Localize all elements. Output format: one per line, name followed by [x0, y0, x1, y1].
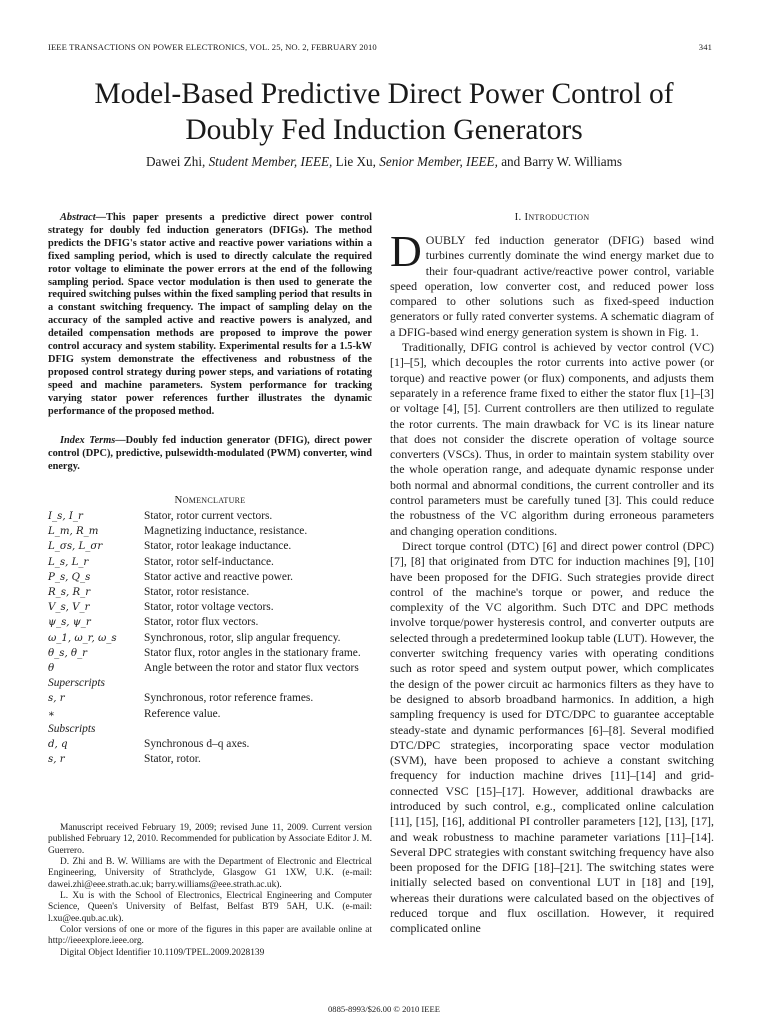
- introduction-body: [390, 227, 714, 937]
- nomenclature-desc: Stator active and reactive power.: [144, 570, 293, 583]
- nomenclature-desc: Synchronous d–q axes.: [144, 738, 250, 751]
- nomenclature-desc: Magnetizing inductance, resistance.: [144, 525, 308, 538]
- nomenclature-row: [48, 509, 372, 524]
- author-2-role: Senior Member, IEEE,: [379, 154, 498, 169]
- paragraph-text: OUBLY fed induction generator (DFIG) based wind turbines currently dominate the wind energy market due to their four-quadrant active/reactive power control, variable speed operation, low converter cost, and reduced power loss compared to other solutions such as fixed-speed induction generators or fully rated converter systems. A schematic diagram of a DFIG-based wind energy generation system is shown in Fig. 1.: [390, 233, 714, 339]
- nomenclature-desc: Angle between the rotor and stator flux vectors: [144, 662, 359, 675]
- title-line-2: Doubly Fed Induction Generators: [185, 114, 583, 146]
- nomenclature-desc: Synchronous, rotor reference frames.: [144, 692, 314, 705]
- nomenclature-row: [48, 539, 372, 554]
- author-1-role: Student Member, IEEE,: [208, 154, 333, 169]
- paper-title: [40, 76, 728, 148]
- author-2: Lie Xu,: [335, 154, 376, 169]
- nomenclature-desc: Stator, rotor self-inductance.: [144, 555, 274, 568]
- nomenclature-desc: Reference value.: [144, 707, 221, 720]
- author-3: and Barry W. Williams: [501, 154, 623, 169]
- nomenclature-row: [48, 585, 372, 600]
- nomenclature-desc: Stator, rotor resistance.: [144, 586, 250, 599]
- footnote-doi: Digital Object Identifier 10.1109/TPEL.2009.2028139: [60, 947, 265, 958]
- nomenclature-desc: Stator, rotor current vectors.: [144, 510, 273, 522]
- nomenclature-symbol: L_m, R_m: [48, 526, 99, 538]
- author-1: Dawei Zhi,: [145, 154, 206, 169]
- nomenclature-symbol: I_s, I_r: [48, 511, 83, 522]
- nomenclature-desc: Stator flux, rotor angles in the stationary frame.: [144, 646, 361, 659]
- nomenclature-row: [48, 752, 372, 767]
- drop-cap: D: [390, 227, 422, 276]
- index-terms-text: —Doubly fed induction generator (DFIG), direct power control (DPC), predictive, pulsewidth-modulated (PWM) converter, wind energy.: [48, 435, 372, 472]
- abstract: [48, 212, 372, 419]
- nomenclature-symbol: θ_s, θ_r: [48, 647, 88, 659]
- nomenclature-row: [48, 615, 372, 630]
- nomenclature-row: [48, 600, 372, 615]
- nomenclature-desc: Stator, rotor leakage inductance.: [144, 540, 292, 553]
- nomenclature-row: [48, 555, 372, 570]
- index-terms-label: Index Terms: [60, 435, 116, 446]
- footnote-color: Color versions of one or more of the figures in this paper are available online at http://ieeexplore.ieee.org.: [48, 925, 372, 947]
- nomenclature-row: [48, 646, 372, 661]
- nomenclature-heading: Nomenclature: [174, 494, 246, 506]
- nomenclature-row: [48, 737, 372, 752]
- nomenclature-symbol: s, r: [48, 754, 65, 766]
- nomenclature-desc: Stator, rotor flux vectors.: [144, 616, 259, 629]
- nomenclature-desc: Synchronous, rotor, slip angular frequency.: [144, 631, 341, 644]
- nomenclature-row: [48, 691, 372, 706]
- nomenclature-symbol: R_s, R_r: [48, 587, 91, 599]
- nomenclature-desc: Stator, rotor.: [144, 753, 201, 766]
- superscripts-label: Superscripts: [48, 677, 105, 690]
- nomenclature-symbol: θ: [48, 663, 55, 675]
- index-terms: [48, 435, 372, 474]
- paragraph: Direct torque control (DTC) [6] and direct power control (DPC) [7], [8] that originated from DTC for induction machines [9], [10] have been proposed for the DFIG. Such strategies provide direct control of the machine's torque or power, and reduce the complexity of the VC algorithm. Such DTC and DPC methods involve torque/power hysteresis control, and converter outputs are selected through a predetermined lookup table (LUT). However, the converter switching frequency varies with operating conditions such as rotor speed and system output power, which complicates the design of the power circuit ac harmonics filters as they have to be designed to absorb broadband harmonics. In addition, a high sampling frequency is used for DTC/DPC to guarantee acceptable steady-state and dynamic performances [6]–[8]. Several modified DTC/DPC strategies, incorporating space vector modulation (SVM), have been proposed to achieve a constant switching frequency for induction machine drives [11]–[14] and grid-connected VSC [15]–[17]. However, additional drawbacks are introduced by such control, e.g., complicated online calculation [11], [15], [16], additional PI controller parameters [12], [13], [17], and weak robustness to machine parameter variations [11]–[14]. Several DPC strategies with constant switching frequency have also been proposed for the DFIG [18]–[21]. The switching states were initially selected based on conventional LUT in [18] and [19], whereas their durations were calculated based on the objectives of reduced torque and flux oscillation. However, it required complicated online: [390, 538, 714, 936]
- page-number: 341: [698, 42, 712, 52]
- nomenclature-desc: Stator, rotor voltage vectors.: [144, 601, 274, 614]
- journal-name: IEEE TRANSACTIONS ON POWER ELECTRONICS, VOL. 25, NO. 2, FEBRUARY 2010: [48, 42, 377, 52]
- nomenclature-symbol: ω_1, ω_r, ω_s: [48, 632, 117, 644]
- nomenclature-symbol: d, q: [48, 739, 68, 751]
- author-list: [40, 154, 728, 170]
- nomenclature-row: [48, 524, 372, 539]
- subscripts-label: Subscripts: [48, 722, 96, 735]
- nomenclature-symbol: ∗: [48, 708, 55, 720]
- nomenclature-symbol: L_σs, L_σr: [48, 541, 103, 553]
- nomenclature-symbol: V_s, V_r: [48, 602, 90, 614]
- footnote-affiliation-2: L. Xu is with the School of Electronics, Electrical Engineering and Computer Science, Queen's University of Belfast, Belfast BT9 5AH, U.K. (e-mail: l.xu@ee.qub.ac.uk).: [48, 891, 372, 924]
- section-heading-introduction: I. Introduction: [514, 211, 590, 223]
- nomenclature-symbol: P_s, Q_s: [48, 571, 91, 583]
- nomenclature-symbol: L_s, L_r: [48, 556, 89, 568]
- paragraph: Traditionally, DFIG control is achieved by vector control (VC) [1]–[5], which decouples the rotor currents into active power (or torque) and reactive power (or flux) components, and adjusts them separately in a reference frame fixed to either the stator flux [1]–[3] or voltage [4], [5]. Current controllers are then utilized to regulate the rotor currents. The main drawback for VC is its linear nature that does not consider the discrete operation of voltage source converters (VSCs). Thus, in order to maintain system stability over the whole operation range, and adequate dynamic response under both normal and abnormal conditions, the current controller and its control parameters must be carefully tuned [3]. This could reduce the robustness of the VC algorithm during erroneous parameters and changing operation conditions.: [390, 340, 714, 538]
- nomenclature-row: [48, 707, 372, 722]
- nomenclature-row: [48, 631, 372, 646]
- abstract-text: —This paper presents a predictive direct power control strategy for doubly fed induction generators (DFIGs). The method predicts the DFIG's stator active and reactive power variations within a fixed sampling period, which is used to directly calculate the required rotor voltage to eliminate the power errors at the end of the following sampling period. Space vector modulation is then used to generate the required switching pulses within the fixed sampling period that results in a constant switching frequency. The impact of sampling delay on the accuracy of the sampled active and reactive powers is analyzed, and detailed compensation methods are proposed to improve the power control accuracy and system stability. Experimental results for a 1.5-kW DFIG system demonstrate the effectiveness and robustness of the proposed control strategy during power steps, and variations of rotating speed and machine parameters. System performance for tracking varying stator power references further illustrates the dynamic performance of the proposed method.: [48, 212, 372, 417]
- nomenclature-row: [48, 661, 372, 676]
- nomenclature-symbol: s, r: [48, 693, 65, 705]
- footnote-manuscript: Manuscript received February 19, 2009; revised June 11, 2009. Current version published February 12, 2010. Recommended for publication by Associate Editor J. M. Guerrero.: [48, 823, 372, 856]
- paragraph: [390, 227, 714, 340]
- footnote-affiliation-1: D. Zhi and B. W. Williams are with the Department of Electronic and Electrical Engineering, University of Strathclyde, Glasgow G1 1XW, U.K. (e-mail: dawei.zhi@eee.strath.ac.uk; barry.williams@eee.strath.ac.uk).: [48, 857, 372, 890]
- nomenclature-row: [48, 570, 372, 585]
- nomenclature-symbol: ψ_s, ψ_r: [48, 617, 91, 629]
- running-header: [48, 42, 712, 54]
- abstract-label: Abstract: [60, 212, 96, 223]
- title-line-1: Model-Based Predictive Direct Power Control of: [94, 78, 674, 110]
- footnotes: [48, 823, 372, 959]
- copyright-footer: 0885-8993/$26.00 © 2010 IEEE: [327, 1004, 441, 1014]
- nomenclature-list: [48, 509, 372, 767]
